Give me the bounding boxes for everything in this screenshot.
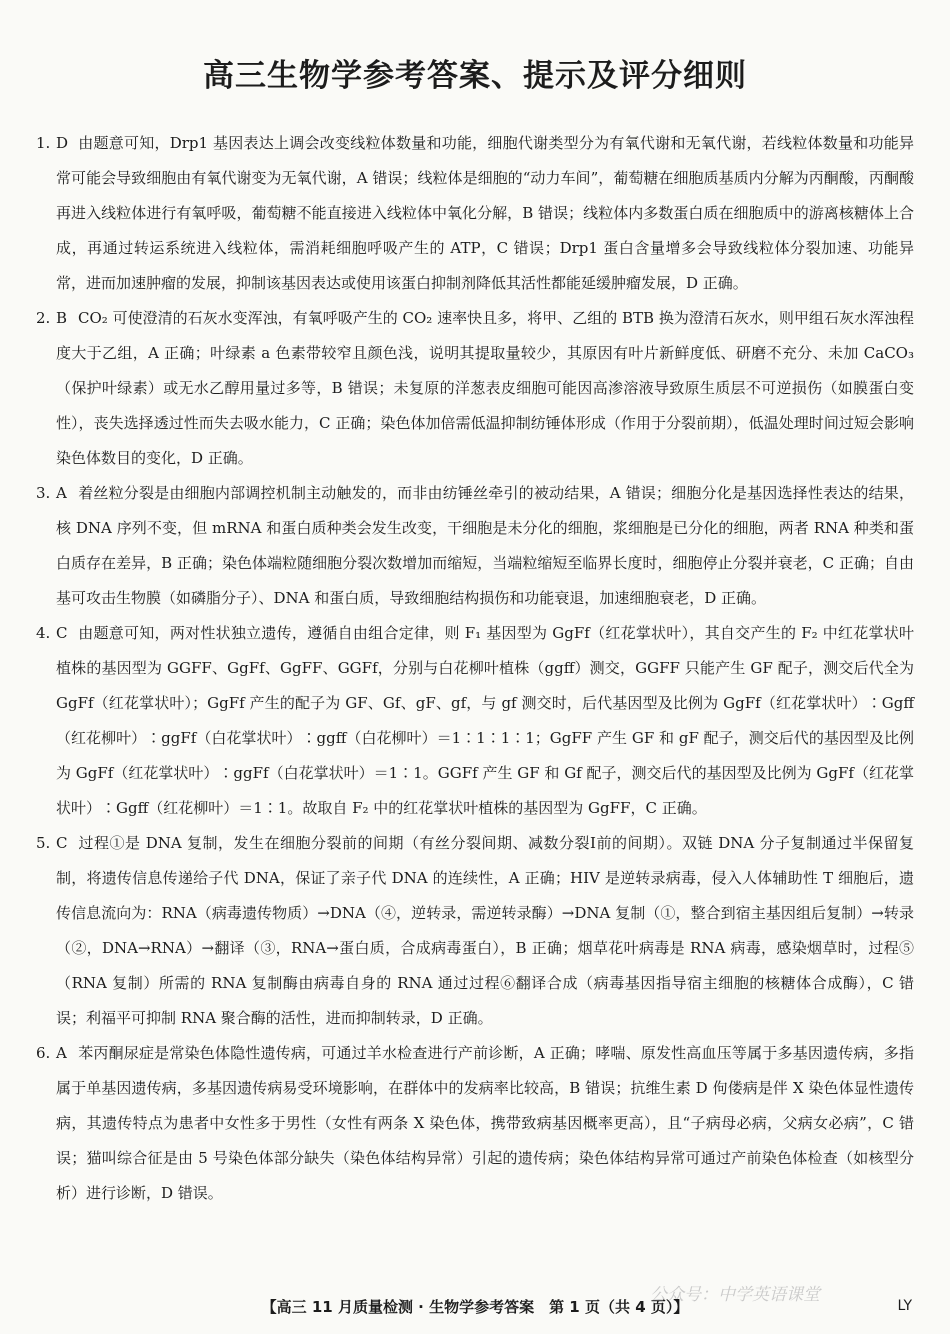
answer-item-4 bbox=[36, 616, 914, 826]
page-title: 高三生物学参考答案、提示及评分细则 bbox=[203, 58, 747, 94]
explanation-text: CO₂ 可使澄清的石灰水变浑浊，有氧呼吸产生的 CO₂ 速率快且多，将甲、乙组的 BTB 换为澄清石灰水，则甲组石灰水浑浊程度大于乙组，A 正确；叶绿素 a 色素带较窄且颜色浅，说明其提取量较少，其原因有叶片新鲜度低、研磨不充分、未加 CaCO₃（保护叶绿素）或无水乙醇用量过多等，B 错误；未复原的洋葱表皮细胞可能因高渗溶液导致原生质层不可逆损伤（如膜蛋白变性），丧失选择透过性而失去吸水能力，C 正确；染色体加倍需低温抑制纺锤体形成（作用于分裂前期），低温处理时间过短会影响染色体数目的变化，D 正确。 bbox=[56, 309, 914, 467]
watermark: 公众号：中学英语课堂 bbox=[650, 1285, 820, 1305]
question-number: 5. bbox=[36, 834, 51, 852]
answer-letter: A bbox=[56, 1044, 67, 1062]
answer-letter: C bbox=[56, 624, 68, 642]
answer-letter: D bbox=[56, 134, 69, 152]
answer-item-5 bbox=[36, 826, 914, 1036]
answer-letter: A bbox=[56, 484, 67, 502]
explanation-text: 着丝粒分裂是由细胞内部调控机制主动触发的，而非由纺锤丝牵引的被动结果，A 错误；细胞分化是基因选择性表达的结果，核 DNA 序列不变，但 mRNA 和蛋白质种类会发生改变，干细胞是未分化的细胞，浆细胞是已分化的细胞，两者 RNA 种类和蛋白质存在差异，B 正确；染色体端粒随细胞分裂次数增加而缩短，当端粒缩短至临界长度时，细胞停止分裂并衰老，C 正确；自由基可攻击生物膜（如磷脂分子）、DNA 和蛋白质，导致细胞结构损伤和功能衰退，加速细胞衰老，D 正确。 bbox=[56, 484, 914, 607]
question-number: 1. bbox=[36, 134, 51, 152]
explanation-text: 由题意可知，Drp1 基因表达上调会改变线粒体数量和功能，细胞代谢类型分为有氧代谢和无氧代谢，若线粒体数量和功能异常可能会导致细胞由有氧代谢变为无氧代谢，A 错误；线粒体是细胞的“动力车间”，葡萄糖在细胞质基质内分解为丙酮酸，丙酮酸再进入线粒体进行有氧呼吸，葡萄糖不能直接进入线粒体中氧化分解，B 错误；线粒体内多数蛋白质在细胞质中的游离核糖体上合成，再通过转运系统进入线粒体，需消耗细胞呼吸产生的 ATP，C 错误；Drp1 蛋白含量增多会导致线粒体分裂加速、功能异常，进而加速肿瘤的发展，抑制该基因表达或使用该蛋白抑制剂降低其活性都能延缓肿瘤发展，D 正确。 bbox=[56, 134, 914, 292]
footer-code: LY bbox=[897, 1298, 912, 1314]
answer-item-6 bbox=[36, 1036, 914, 1211]
question-number: 4. bbox=[36, 624, 51, 642]
question-number: 3. bbox=[36, 484, 51, 502]
page-footer: 【高三 11 月质量检测 · 生物学参考答案 第 1 页（共 4 页）】 bbox=[261, 1298, 689, 1316]
answer-list bbox=[36, 126, 914, 1211]
answer-item-1 bbox=[36, 126, 914, 301]
answer-item-3 bbox=[36, 476, 914, 616]
question-number: 6. bbox=[36, 1044, 51, 1062]
answer-item-2 bbox=[36, 301, 914, 476]
answer-letter: C bbox=[56, 834, 68, 852]
explanation-text: 由题意可知，两对性状独立遗传，遵循自由组合定律，则 F₁ 基因型为 GgFf（红花掌状叶），其自交产生的 F₂ 中红花掌状叶植株的基因型为 GGFF、GgFf、GgFF、GGFf，分别与白花柳叶植株（ggff）测交，GGFF 只能产生 GF 配子，测交后代全为 GgFf（红花掌状叶）；GgFf 产生的配子为 GF、Gf、gF、gf，与 gf 测交时，后代基因型及比例为 GgFf（红花掌状叶）∶Ggff（红花柳叶）∶ggFf（白花掌状叶）∶ggff（白花柳叶）＝1∶1∶1∶1；GgFF 产生 GF 和 gF 配子，测交后代的基因型及比例为 GgFf（红花掌状叶）∶ggFf（白花掌状叶）＝1∶1。GGFf 产生 GF 和 Gf 配子，测交后代的基因型及比例为 GgFf（红花掌状叶）∶Ggff（红花柳叶）＝1∶1。故取自 F₂ 中的红花掌状叶植株的基因型为 GgFF，C 正确。 bbox=[56, 624, 914, 817]
explanation-text: 过程①是 DNA 复制，发生在细胞分裂前的间期（有丝分裂间期、减数分裂Ⅰ前的间期）。双链 DNA 分子复制通过半保留复制，将遗传信息传递给子代 DNA，保证了亲子代 DNA 的连续性，A 正确；HIV 是逆转录病毒，侵入人体辅助性 T 细胞后，遗传信息流向为：RNA（病毒遗传物质）→DNA（④，逆转录，需逆转录酶）→DNA 复制（①，整合到宿主基因组后复制）→转录（②，DNA→RNA）→翻译（③，RNA→蛋白质，合成病毒蛋白），B 正确；烟草花叶病毒是 RNA 病毒，感染烟草时，过程⑤（RNA 复制）所需的 RNA 复制酶由病毒自身的 RNA 通过过程⑥翻译合成（病毒基因指导宿主细胞的核糖体合成酶），C 错误；利福平可抑制 RNA 聚合酶的活性，进而抑制转录，D 正确。 bbox=[56, 834, 914, 1027]
explanation-text: 苯丙酮尿症是常染色体隐性遗传病，可通过羊水检查进行产前诊断，A 正确；哮喘、原发性高血压等属于多基因遗传病，多指属于单基因遗传病，多基因遗传病易受环境影响，在群体中的发病率比较高，B 错误；抗维生素 D 佝偻病是伴 X 染色体显性遗传病，其遗传特点为患者中女性多于男性（女性有两条 X 染色体，携带致病基因概率更高），且“子病母必病，父病女必病”，C 错误；猫叫综合征是由 5 号染色体部分缺失（染色体结构异常）引起的遗传病；染色体结构异常可通过产前染色体检查（如核型分析）进行诊断，D 错误。 bbox=[56, 1044, 914, 1202]
answer-letter: B bbox=[56, 309, 68, 327]
question-number: 2. bbox=[36, 309, 51, 327]
